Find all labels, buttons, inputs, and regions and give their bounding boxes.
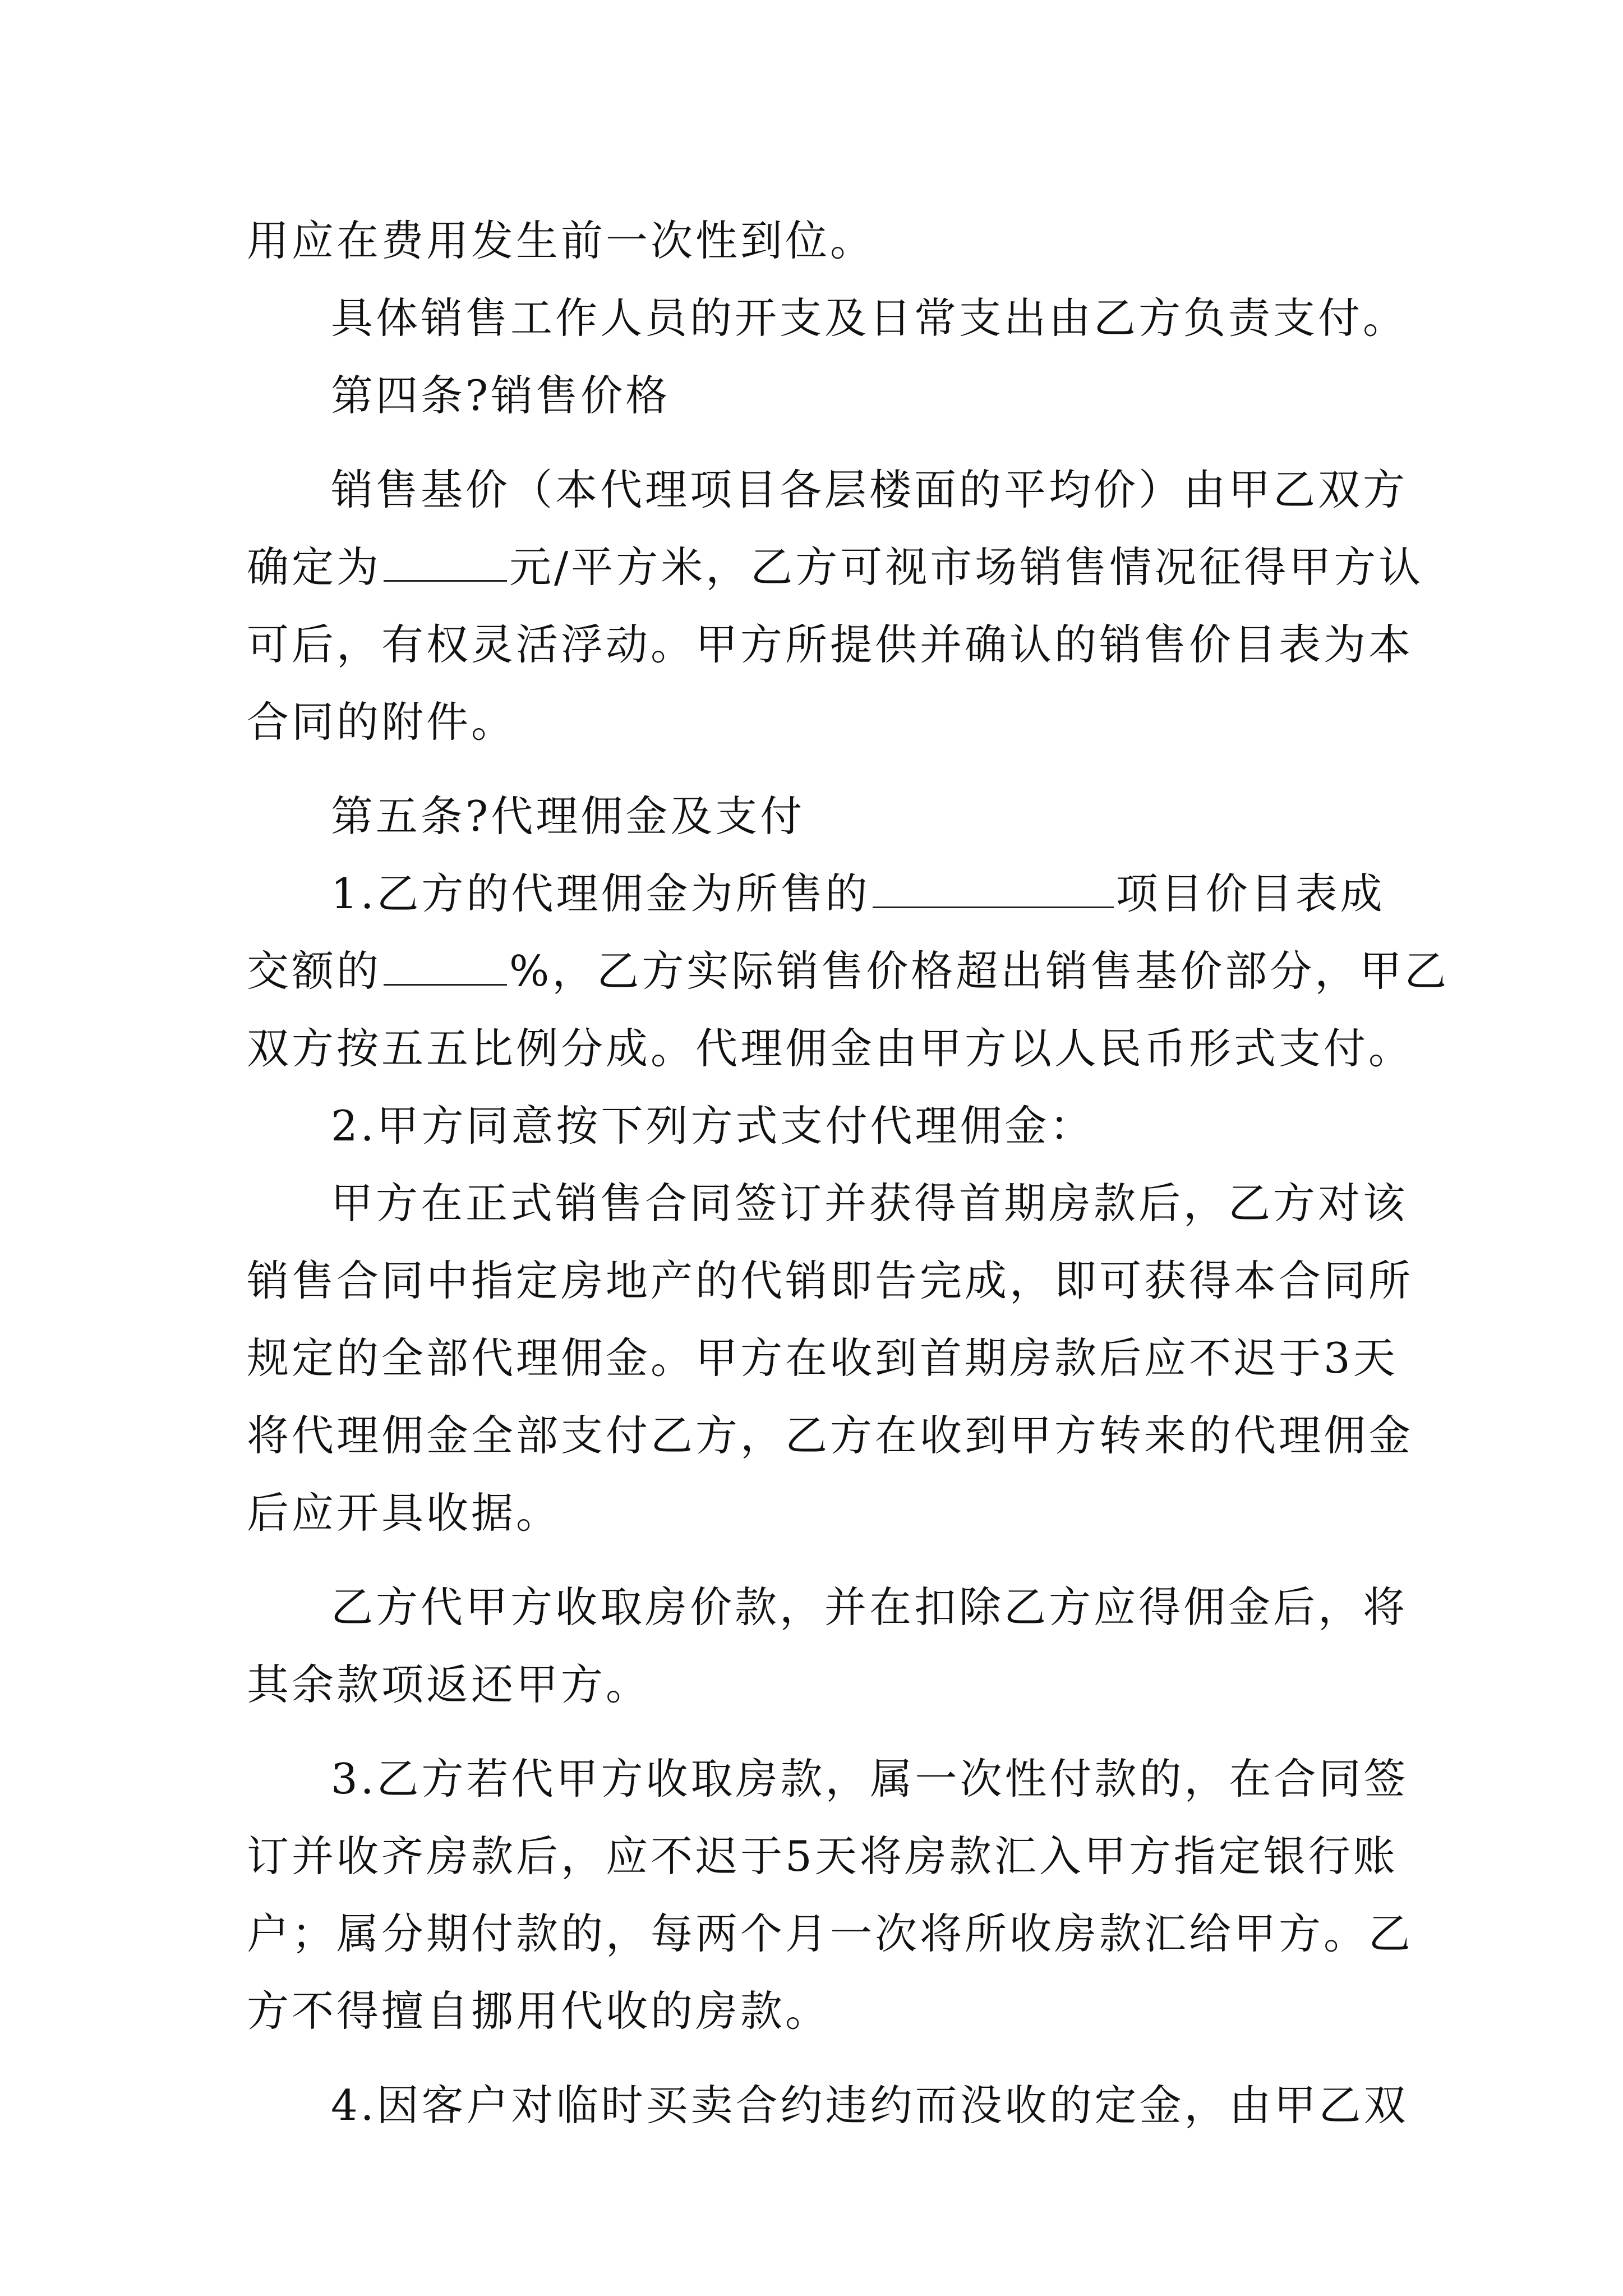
text-line: 乙方代甲方收取房价款，并在扣除乙方应得佣金后，将 (331, 1582, 1408, 1632)
text-line: 可后，有权灵活浮动。甲方所提供并确认的销售价目表为本 (247, 620, 1414, 669)
text-line: 用应在费用发生前一次性到位。 (247, 216, 875, 265)
blank-field-percent (384, 945, 507, 986)
blank-field-price (384, 541, 507, 582)
text-line: 订并收齐房款后，应不迟于5天将房款汇入甲方指定银行账 (247, 1832, 1398, 1881)
text-line: 3.乙方若代甲方收取房款，属一次性付款的，在合同签 (331, 1754, 1409, 1803)
text-line: 销售合同中指定房地产的代销即告完成，即可获得本合同所 (247, 1256, 1414, 1305)
text-line: 规定的全部代理佣金。甲方在收到首期房款后应不迟于3天 (247, 1333, 1398, 1383)
article-heading-4: 第四条?销售价格 (331, 371, 671, 420)
contract-body-text (247, 202, 1450, 2144)
blank-field-project (873, 867, 1114, 908)
text-line: 4.因客户对临时买卖合约违约而没收的定金，由甲乙双 (331, 2081, 1409, 2130)
text-line: 确定为 元/平方米，乙方可视市场销售情况征得甲方认 (247, 528, 1385, 606)
text-line: 将代理佣金全部支付乙方，乙方在收到甲方转来的代理佣金 (247, 1411, 1414, 1460)
text-line: 方不得擅自挪用代收的房款。 (247, 1986, 831, 2036)
text-line: 具体销售工作人员的开支及日常支出由乙方负责支付。 (331, 293, 1408, 343)
text-line: 后应开具收据。 (247, 1488, 561, 1538)
text-line: 甲方在正式销售合同签订并获得首期房款后，乙方对该 (331, 1179, 1408, 1228)
text-line: 户；属分期付款的，每两个月一次将所收房款汇给甲方。乙 (247, 1909, 1414, 1958)
article-heading-5: 第五条?代理佣金及支付 (331, 792, 805, 841)
text-line: 交额的 %，乙方实际销售价格超出销售基价部分，甲乙 (247, 932, 1385, 1010)
text-line: 1.乙方的代理佣金为所售的 项目价目表成 (247, 855, 1385, 932)
text-line: 其余款项返还甲方。 (247, 1660, 651, 1709)
text-line: 2.甲方同意按下列方式支付代理佣金： (331, 1101, 1095, 1151)
text-line: 合同的附件。 (247, 697, 517, 747)
text-line: 双方按五五比例分成。代理佣金由甲方以人民币形式支付。 (247, 1024, 1414, 1073)
text-line: 销售基价（本代理项目各层楼面的平均价）由甲乙双方 (331, 465, 1408, 514)
